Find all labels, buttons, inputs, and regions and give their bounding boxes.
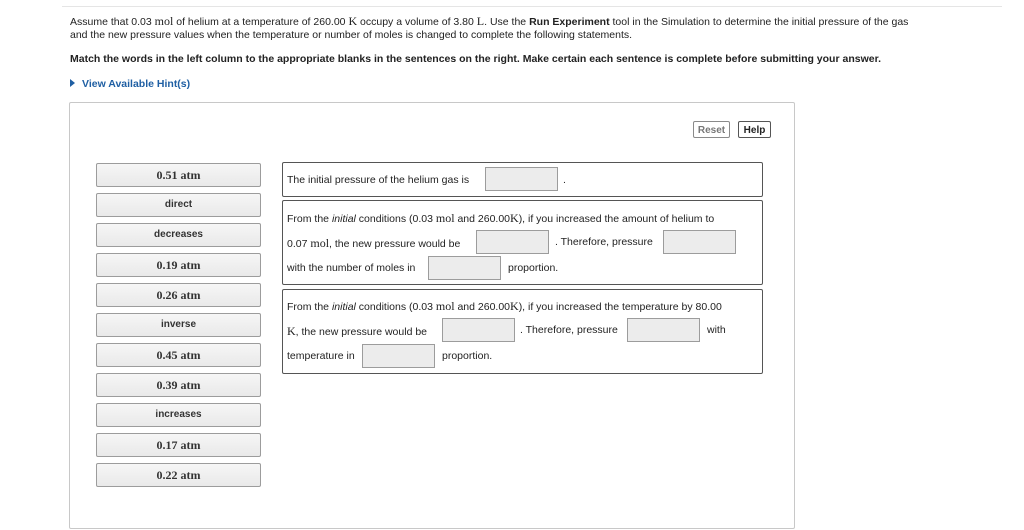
intro-text-line2: and the new pressure values when the temperature or number of moles is changed to complete the following statements. <box>70 28 633 41</box>
s2-text: conditions (0.03 <box>358 213 433 225</box>
tile-10[interactable]: 0.22 atm <box>96 463 261 487</box>
s3-text: and 260.00 <box>457 301 511 313</box>
s2-text: , the new pressure would be <box>329 238 461 250</box>
blank-s1-pressure[interactable] <box>485 167 558 191</box>
problem-intro <box>70 15 990 41</box>
tile-9[interactable]: 0.17 atm <box>96 433 261 457</box>
blank-s2-proportion[interactable] <box>428 256 501 280</box>
intro-text: of helium at a temperature of 260.00 <box>176 16 346 28</box>
tile-4[interactable]: 0.26 atm <box>96 283 261 307</box>
unit-mol: mol <box>154 14 174 28</box>
unit-kelvin: K <box>287 324 296 338</box>
caret-right-icon <box>70 79 75 87</box>
unit-kelvin: K <box>510 211 519 225</box>
unit-kelvin: K <box>348 14 358 28</box>
blank-s3-proportion[interactable] <box>362 344 435 368</box>
s2-text: 0.07 <box>287 238 308 250</box>
s2-text: and 260.00 <box>457 213 511 225</box>
tile-5[interactable]: inverse <box>96 313 261 337</box>
sentence3-line2b: . Therefore, pressure <box>520 324 618 336</box>
tile-8[interactable]: increases <box>96 403 261 427</box>
sentence3-line2a <box>287 324 427 339</box>
top-divider <box>62 6 1002 7</box>
blank-s2-new-pressure[interactable] <box>476 230 549 254</box>
s2-italic: initial <box>331 213 356 225</box>
unit-kelvin: K <box>510 299 519 313</box>
blank-s2-change[interactable] <box>663 230 736 254</box>
unit-mol: mol <box>435 299 455 313</box>
sentence1-end: . <box>563 174 566 186</box>
blank-s3-new-pressure[interactable] <box>442 318 515 342</box>
s3-text: From the <box>287 301 330 313</box>
blank-s3-change[interactable] <box>627 318 700 342</box>
instructions: Match the words in the left column to the appropriate blanks in the sentences on the right. Make certain each sentence is complete before submitting your answer. <box>70 53 882 65</box>
sentence3-line3b: proportion. <box>442 350 493 362</box>
run-experiment-label: Run Experiment <box>529 16 610 28</box>
help-button[interactable]: Help <box>738 121 771 138</box>
intro-text: . Use the <box>484 16 527 28</box>
s2-text: ), if you increased the amount of helium to <box>518 213 715 225</box>
tile-3[interactable]: 0.19 atm <box>96 253 261 277</box>
tile-0[interactable]: 0.51 atm <box>96 163 261 187</box>
intro-text: tool in the Simulation to determine the initial pressure of the gas <box>612 16 909 28</box>
s3-text: conditions (0.03 <box>358 301 433 313</box>
sentence2-line3b: proportion. <box>508 262 559 274</box>
s3-italic: initial <box>331 301 356 313</box>
sentence2-line2b: . Therefore, pressure <box>555 236 653 248</box>
s3-text: ), if you increased the temperature by 80.00 <box>518 301 722 313</box>
unit-liter: L <box>476 14 485 28</box>
intro-text: occupy a volume of 3.80 <box>360 16 474 28</box>
unit-mol: mol <box>435 211 455 225</box>
tile-2[interactable]: decreases <box>96 223 261 247</box>
sentence3-line1 <box>287 299 722 314</box>
intro-text: Assume that 0.03 <box>70 16 152 28</box>
sentence3-line3a: temperature in <box>287 350 355 362</box>
sentence1-text: The initial pressure of the helium gas is <box>287 174 470 186</box>
tile-1[interactable]: direct <box>96 193 261 217</box>
unit-mol: mol <box>310 236 330 250</box>
hint-link-label: View Available Hint(s) <box>82 78 191 90</box>
s3-text: , the new pressure would be <box>295 326 427 338</box>
view-hints-link[interactable] <box>70 78 190 90</box>
tile-6[interactable]: 0.45 atm <box>96 343 261 367</box>
reset-button[interactable]: Reset <box>693 121 730 138</box>
sentence3-line2c: with <box>707 324 726 336</box>
tile-7[interactable]: 0.39 atm <box>96 373 261 397</box>
sentence2-line1 <box>287 211 714 226</box>
sentence2-line2a <box>287 236 460 251</box>
sentence2-line3a: with the number of moles in <box>287 262 416 274</box>
s2-text: From the <box>287 213 330 225</box>
